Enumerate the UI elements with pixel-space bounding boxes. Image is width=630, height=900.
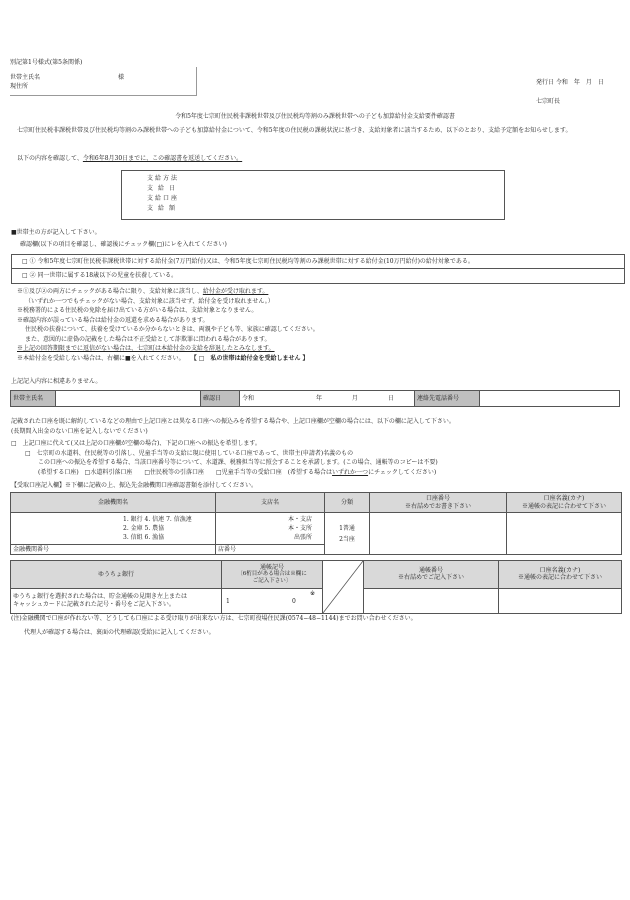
account-note-1: 記載された口座を既に解約しているなどの理由で上記口座とは異なる口座への振込みを希望する場合や、上記口座欄が空欄の場合には、以下の欄に記入して下さい。	[11, 418, 455, 425]
account-option-existing[interactable]: □ 七宗町の水道料、住民税等の引落し、児童手当等の支給に現に使用している口座であって、世帯主(申請者)名義のもの	[25, 449, 354, 457]
footer-note: (注)金融機関で口座が作れない等、どうしても口座による受け取りが出来ない方は、七宗町役場住民課(0574−48−1144)までお問い合わせください。	[11, 615, 417, 622]
issuer: 七宗町長	[536, 98, 561, 105]
diagonal-line	[323, 561, 363, 613]
th-passbook-number: 通帳番号 ※右詰めでご記入下さい	[364, 561, 499, 589]
bank-account-table	[10, 492, 622, 555]
payment-method-label: 支給方法	[147, 175, 180, 182]
account-note-consent: この口座への振込を希望する場合、当該口座番号等について、水道課、税務担当等に照会することを承諾します。(この場合、通帳等のコピーは不要)	[38, 459, 438, 467]
decline-checkbox[interactable]: 【 □ 私の世帯は給付金を受給しません 】	[193, 354, 309, 362]
form-number: 別記第1号様式(第5条関係)	[10, 59, 83, 66]
yucho-note: ゆうちょ銀行を選択された場合は、貯金通帳の見開き左上または キャッシュカードに記載された記号・番号をご記入下さい。	[11, 588, 222, 613]
institution-cell[interactable]: 1. 銀行 4. 信連 7. 信漁連 2. 金庫 5. 農協 3. 信組 6. 漁協	[11, 513, 216, 545]
note-dependents: 住民税の扶養について、扶養を受けているか分からないときは、両親や子ども等、家族に確認してください。	[25, 326, 319, 333]
issue-date: 発行日 令和 年 月 日	[536, 79, 604, 86]
address-label: 現住所	[10, 83, 29, 90]
name-label: 世帯主氏名	[11, 391, 56, 407]
th-account-number: 口座番号 ※右詰めでお書き下さい	[370, 493, 507, 513]
th-account-name: 口座名義(カナ) ※通帳の表記に合わせて下さい	[507, 493, 622, 513]
note-tax-exemption: ※税務署的による住民税の免除を届け出ている方がいる場合は、支給対象となりません。	[17, 307, 258, 314]
note-eligibility: ※①及び②の両方にチェックがある場合に限り、支給対象に該当し、給付金が受け取れます。	[17, 288, 269, 295]
payment-info-box	[121, 170, 505, 220]
branch-code-cell[interactable]: 店番号	[216, 545, 325, 555]
payment-account-label: 支給口座	[147, 195, 180, 202]
yucho-table	[10, 560, 622, 614]
note-decline-line: ※本給付金を受給しない場合は、右欄に■を入れてください。 【 □ 私の世帯は給付金を受給しません 】	[17, 354, 309, 362]
th-yucho-account-name: 口座名義(カナ) ※通帳の表記に合わせて下さい	[499, 561, 622, 589]
bank-notice: 【受取口座記入欄】※下欄に記載の上、振込先金融機関口座確認書類を添付してください。	[11, 482, 258, 489]
account-note-2: (長期間入出金のない口座を記入しないでください)	[11, 427, 148, 435]
proxy-note: 代理人が確認する場合は、裏面の代理確認(受給)に記入してください。	[24, 629, 215, 636]
document-title: 令和5年度七宗町住民税非課税世帯及び住民税均等割のみ課税世帯への子ども加算給付金支給要件確認書	[175, 113, 455, 120]
section1-heading: ■世帯主の方が記入して下さい。	[11, 229, 101, 236]
name-field[interactable]	[56, 391, 201, 407]
confirm-statement: 上記記入内容に相違ありません。	[11, 378, 102, 385]
section1-subheading: 確認欄(以下の項目を確認し、確認後にチェック欄(□)にレを入れてください)	[20, 241, 227, 248]
th-account-type: 分類	[325, 493, 370, 513]
passbook-symbol-field[interactable]: 1 0 ※	[222, 588, 323, 613]
notes-block	[17, 287, 617, 363]
head-of-household-label: 世帯主氏名	[10, 74, 41, 81]
yucho-label: ゆうちょ銀行	[11, 561, 222, 589]
account-name-field[interactable]	[507, 513, 622, 555]
account-option-alternative[interactable]: □ 上記口座に代えて(又は上記の口座欄が空欄の場合)、下記の口座への振込を希望します。	[11, 440, 261, 448]
yucho-account-name-field[interactable]	[499, 588, 622, 613]
account-note-desired[interactable]: (希望する口座) □水道料引落口座 □住民税等の引落口座 □児童手当等の受給口座 (希望する場合はいずれか一つにチェックしてください)	[38, 468, 437, 476]
intro-paragraph: 七宗町住民税非課税世帯及び住民税均等割のみ課税世帯への子ども加算給付金について、令和5年度の住民税の課税状況に基づき、支給対象者に該当するため、以下のとおり、支給予定額をお知らせします。	[17, 127, 572, 134]
th-branch: 支店名	[216, 493, 325, 513]
passbook-number-field[interactable]	[364, 588, 499, 613]
payment-amount-label: 支給額	[147, 205, 181, 212]
account-notes	[11, 417, 623, 478]
account-number-field[interactable]	[370, 513, 507, 555]
intro-deadline-line: 以下の内容を確認して、令和6年8月30日までに、この確認書を返送してください。	[17, 155, 243, 162]
confirmation-items-box	[11, 254, 625, 284]
branch-cell[interactable]: 本・支店 本・支所 出張所	[216, 513, 325, 545]
confirmation-table	[10, 390, 620, 407]
note-refund: ※確認内容が誤っている場合は給付金の返還を求める場合があります。	[17, 316, 209, 324]
confirmation-item-1[interactable]: □ ① 令和5年度七宗町住民税非課税世帯に対する給付金(7万円給付)又は、令和5年度七宗町住民税均等割のみ課税世帯に対する給付金(10万円給付)の給付対象である。	[12, 255, 624, 269]
note-deadline: ※上記の回答期限までに返信がない場合は、七宗町は本給付金の支給を辞退したとみなします。	[17, 345, 275, 352]
date-label: 確認日	[201, 391, 240, 407]
honorific: 様	[118, 74, 125, 81]
note-fraud: また、意図的に虚偽の記載をした場合は不正受給として詐欺罪に問われる場合があります。	[25, 335, 271, 343]
deadline-text: 令和6年8月30日までに、この確認書を返送してください。	[82, 155, 243, 162]
account-type-cell[interactable]: 1普通 2当座	[325, 513, 370, 555]
confirmation-item-2[interactable]: □ ② 同一世帯に属する18歳以下の児童を扶養している。	[22, 272, 178, 279]
th-passbook-symbol: 通帳記号 〔6桁目がある場合は※欄に ご記入下さい〕	[222, 561, 323, 589]
th-institution: 金融機関名	[11, 493, 216, 513]
institution-code-cell[interactable]: 金融機関番号	[11, 545, 216, 555]
phone-field[interactable]	[480, 391, 620, 407]
date-field[interactable]: 令和 年 月 日	[240, 391, 415, 407]
phone-label: 連絡先電話番号	[415, 391, 480, 407]
addressee-box	[10, 67, 197, 96]
yucho-unused-cell	[323, 561, 364, 614]
payment-date-label: 支給日	[147, 185, 181, 192]
note-ineligible: （いずれか一つでもチェックがない場合、支給対象に該当せず、給付金を受け取れません。）	[25, 297, 274, 305]
